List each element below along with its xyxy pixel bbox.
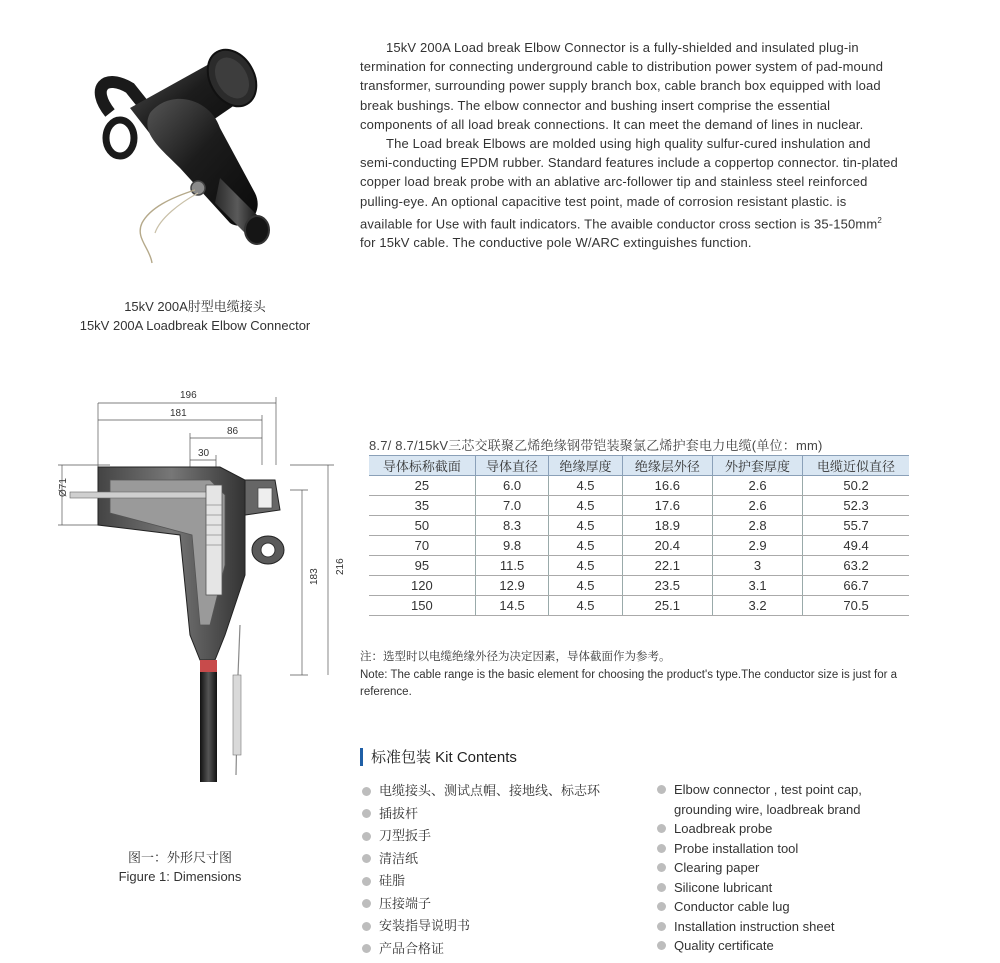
table-row: [369, 536, 909, 556]
kit-item: [657, 780, 917, 819]
table-cell: 4.5: [549, 576, 622, 596]
kit-heading: [360, 746, 517, 767]
intro-paragraph-1: 15kV 200A Load break Elbow Connector is a fully-shielded and insulated plug-in termination for connecting underground cable to distribution power system of pad-mound transformer, surrounding power supply branch box, cable branch box equipped with load break bushings. The elbow connector and bushing insert comprise the essential components of all load break connections. It can meet the demand of lines in nuclear.: [360, 40, 884, 132]
table-cell: 50: [369, 516, 475, 536]
bullet-icon: [657, 824, 666, 833]
table-cell: 150: [369, 596, 475, 616]
table-cell: 11.5: [475, 556, 548, 576]
kit-item-label: Installation instruction sheet: [674, 918, 835, 934]
table-cell: 12.9: [475, 576, 548, 596]
dim-196: 196: [180, 390, 197, 401]
bullet-icon: [362, 832, 371, 841]
kit-item-label: 安装指导说明书: [379, 918, 471, 933]
kit-item: [657, 878, 917, 898]
table-cell: 6.0: [475, 476, 548, 496]
dim-183: 183: [309, 568, 320, 585]
table-cell: 18.9: [622, 516, 712, 536]
kit-item: [362, 780, 652, 803]
table-cell: 16.6: [622, 476, 712, 496]
kit-item: [362, 915, 652, 938]
photo-caption-en: 15kV 200A Loadbreak Elbow Connector: [79, 318, 311, 333]
superscript: 2: [877, 215, 882, 225]
table-header-cell: 外护套厚度: [712, 456, 802, 476]
dim-181: 181: [170, 408, 187, 419]
table-cell: 4.5: [549, 556, 622, 576]
kit-item-label: Silicone lubricant: [674, 879, 773, 895]
kit-item: [657, 839, 917, 859]
kit-item-label: 电缆接头、测试点帽、接地线、标志环: [379, 783, 601, 798]
kit-list-cn: [362, 780, 652, 960]
table-cell: 55.7: [803, 516, 909, 536]
dim-diameter-71: Ø71: [58, 478, 69, 497]
table-cell: 4.5: [549, 596, 622, 616]
table-header-cell: 导体直径: [475, 456, 548, 476]
figure-caption-cn: 图一：外形尺寸图: [127, 850, 232, 865]
table-cell: 17.6: [622, 496, 712, 516]
bullet-icon: [362, 922, 371, 931]
note-en: Note: The cable range is the basic element for choosing the product's type.The conductor size is just for a reference.: [360, 669, 898, 698]
table-cell: 9.8: [475, 536, 548, 556]
kit-item-label: 压接端子: [379, 895, 432, 911]
table-cell: 35: [369, 496, 475, 516]
table-cell: 3.2: [712, 596, 802, 616]
kit-item-label: Clearing paper: [674, 860, 760, 875]
table-cell: 4.5: [549, 496, 622, 516]
bullet-icon: [362, 877, 371, 886]
table-cell: 2.9: [712, 536, 802, 556]
kit-item: [657, 936, 917, 956]
bullet-icon: [657, 785, 666, 794]
accent-bar: [360, 748, 363, 766]
table-row: [369, 596, 909, 616]
table-cell: 25: [369, 476, 475, 496]
bullet-icon: [657, 863, 666, 872]
table-body: [369, 476, 909, 616]
dim-30: 30: [198, 448, 210, 459]
note-cn: 注：选型时以电缆绝缘外径为决定因素，导体截面作为参考。: [360, 651, 671, 663]
kit-item: [657, 858, 917, 878]
table-cell: 66.7: [803, 576, 909, 596]
table-cell: 52.3: [803, 496, 909, 516]
kit-item: [362, 848, 652, 871]
kit-item-label: Elbow connector , test point cap, grounding wire, loadbreak brand: [674, 782, 862, 817]
table-cell: 120: [369, 576, 475, 596]
kit-item: [657, 917, 917, 937]
kit-item-label: Probe installation tool: [674, 840, 799, 856]
bullet-icon: [362, 787, 371, 796]
bullet-icon: [362, 944, 371, 953]
table-cell: 8.3: [475, 516, 548, 536]
table-cell: 70.5: [803, 596, 909, 616]
table-header-cell: 导体标称截面: [369, 456, 475, 476]
table-title: 8.7/ 8.7/15kV三芯交联聚乙烯绝缘钢带铠装聚氯乙烯护套电力电缆(单位：mm): [369, 438, 823, 453]
table-cell: 4.5: [549, 476, 622, 496]
bullet-icon: [362, 854, 371, 863]
kit-item: [362, 893, 652, 916]
kit-item-label: Loadbreak probe: [674, 821, 773, 836]
table-row: [369, 556, 909, 576]
kit-item: [657, 819, 917, 839]
kit-list-en: [657, 780, 917, 956]
table-cell: 63.2: [803, 556, 909, 576]
bullet-icon: [657, 883, 666, 892]
dimensions-drawing: [40, 385, 360, 790]
table-cell: 3.1: [712, 576, 802, 596]
kit-item-label: 插拔杆: [379, 805, 419, 821]
cable-spec-table: [369, 455, 909, 616]
table-cell: 2.6: [712, 496, 802, 516]
kit-item-label: 清洁纸: [379, 850, 419, 866]
table-cell: 2.6: [712, 476, 802, 496]
kit-item: [362, 803, 652, 826]
table-cell: 23.5: [622, 576, 712, 596]
table-cell: 3: [712, 556, 802, 576]
table-cell: 70: [369, 536, 475, 556]
figure-caption: [90, 848, 270, 886]
table-header-cell: 绝缘层外径: [622, 456, 712, 476]
intro-paragraph-2-a: The Load break Elbows are molded using high quality sulfur-cured inshulation and semi-conducting EPDM rubber. Standard features include a coppertop connector. tin-plated copper load break probe with an ablative arc-follower tip and stainless steel reinforced pulling-eye. An optional capacitive test point, made of corrosion resistant plastic. is available for Use with fault indicators. The avaible conductor cross section is 35-150mm: [360, 136, 898, 232]
elbow-connector-photo: [70, 18, 320, 288]
table-header-cell: 电缆近似直径: [803, 456, 909, 476]
table-row: [369, 576, 909, 596]
table-row: [369, 476, 909, 496]
table-cell: 14.5: [475, 596, 548, 616]
table-cell: 50.2: [803, 476, 909, 496]
bullet-icon: [362, 809, 371, 818]
kit-item-label: 刀型扳手: [379, 828, 432, 843]
table-cell: 20.4: [622, 536, 712, 556]
kit-item-label: 硅脂: [379, 873, 406, 888]
kit-item-label: Conductor cable lug: [674, 899, 790, 914]
intro-paragraph-2: [360, 134, 900, 253]
bullet-icon: [362, 899, 371, 908]
table-header-row: [369, 456, 909, 476]
table-cell: 4.5: [549, 516, 622, 536]
kit-item: [362, 870, 652, 893]
table-cell: 22.1: [622, 556, 712, 576]
kit-item: [362, 938, 652, 961]
bullet-icon: [657, 922, 666, 931]
bullet-icon: [657, 844, 666, 853]
photo-caption: [50, 297, 340, 335]
kit-item: [362, 825, 652, 848]
table-row: [369, 516, 909, 536]
table-cell: 25.1: [622, 596, 712, 616]
table-header-cell: 绝缘厚度: [549, 456, 622, 476]
kit-item-label: Quality certificate: [674, 938, 774, 953]
table-cell: 95: [369, 556, 475, 576]
kit-heading-text: 标准包装 Kit Contents: [371, 749, 517, 766]
photo-caption-cn: 15kV 200A肘型电缆接头: [124, 299, 266, 314]
table-cell: 2.8: [712, 516, 802, 536]
kit-item-label: 产品合格证: [379, 940, 445, 956]
dim-86: 86: [227, 426, 239, 437]
figure-caption-en: Figure 1: Dimensions: [118, 869, 242, 884]
table-cell: 7.0: [475, 496, 548, 516]
table-cell: 49.4: [803, 536, 909, 556]
kit-item: [657, 897, 917, 917]
dim-216: 216: [335, 558, 346, 575]
bullet-icon: [657, 902, 666, 911]
intro-text: [360, 38, 900, 253]
table-row: [369, 496, 909, 516]
table-cell: 4.5: [549, 536, 622, 556]
bullet-icon: [657, 941, 666, 950]
intro-paragraph-2-b: for 15kV cable. The conductive pole W/ARC extinguishes function.: [360, 235, 752, 251]
